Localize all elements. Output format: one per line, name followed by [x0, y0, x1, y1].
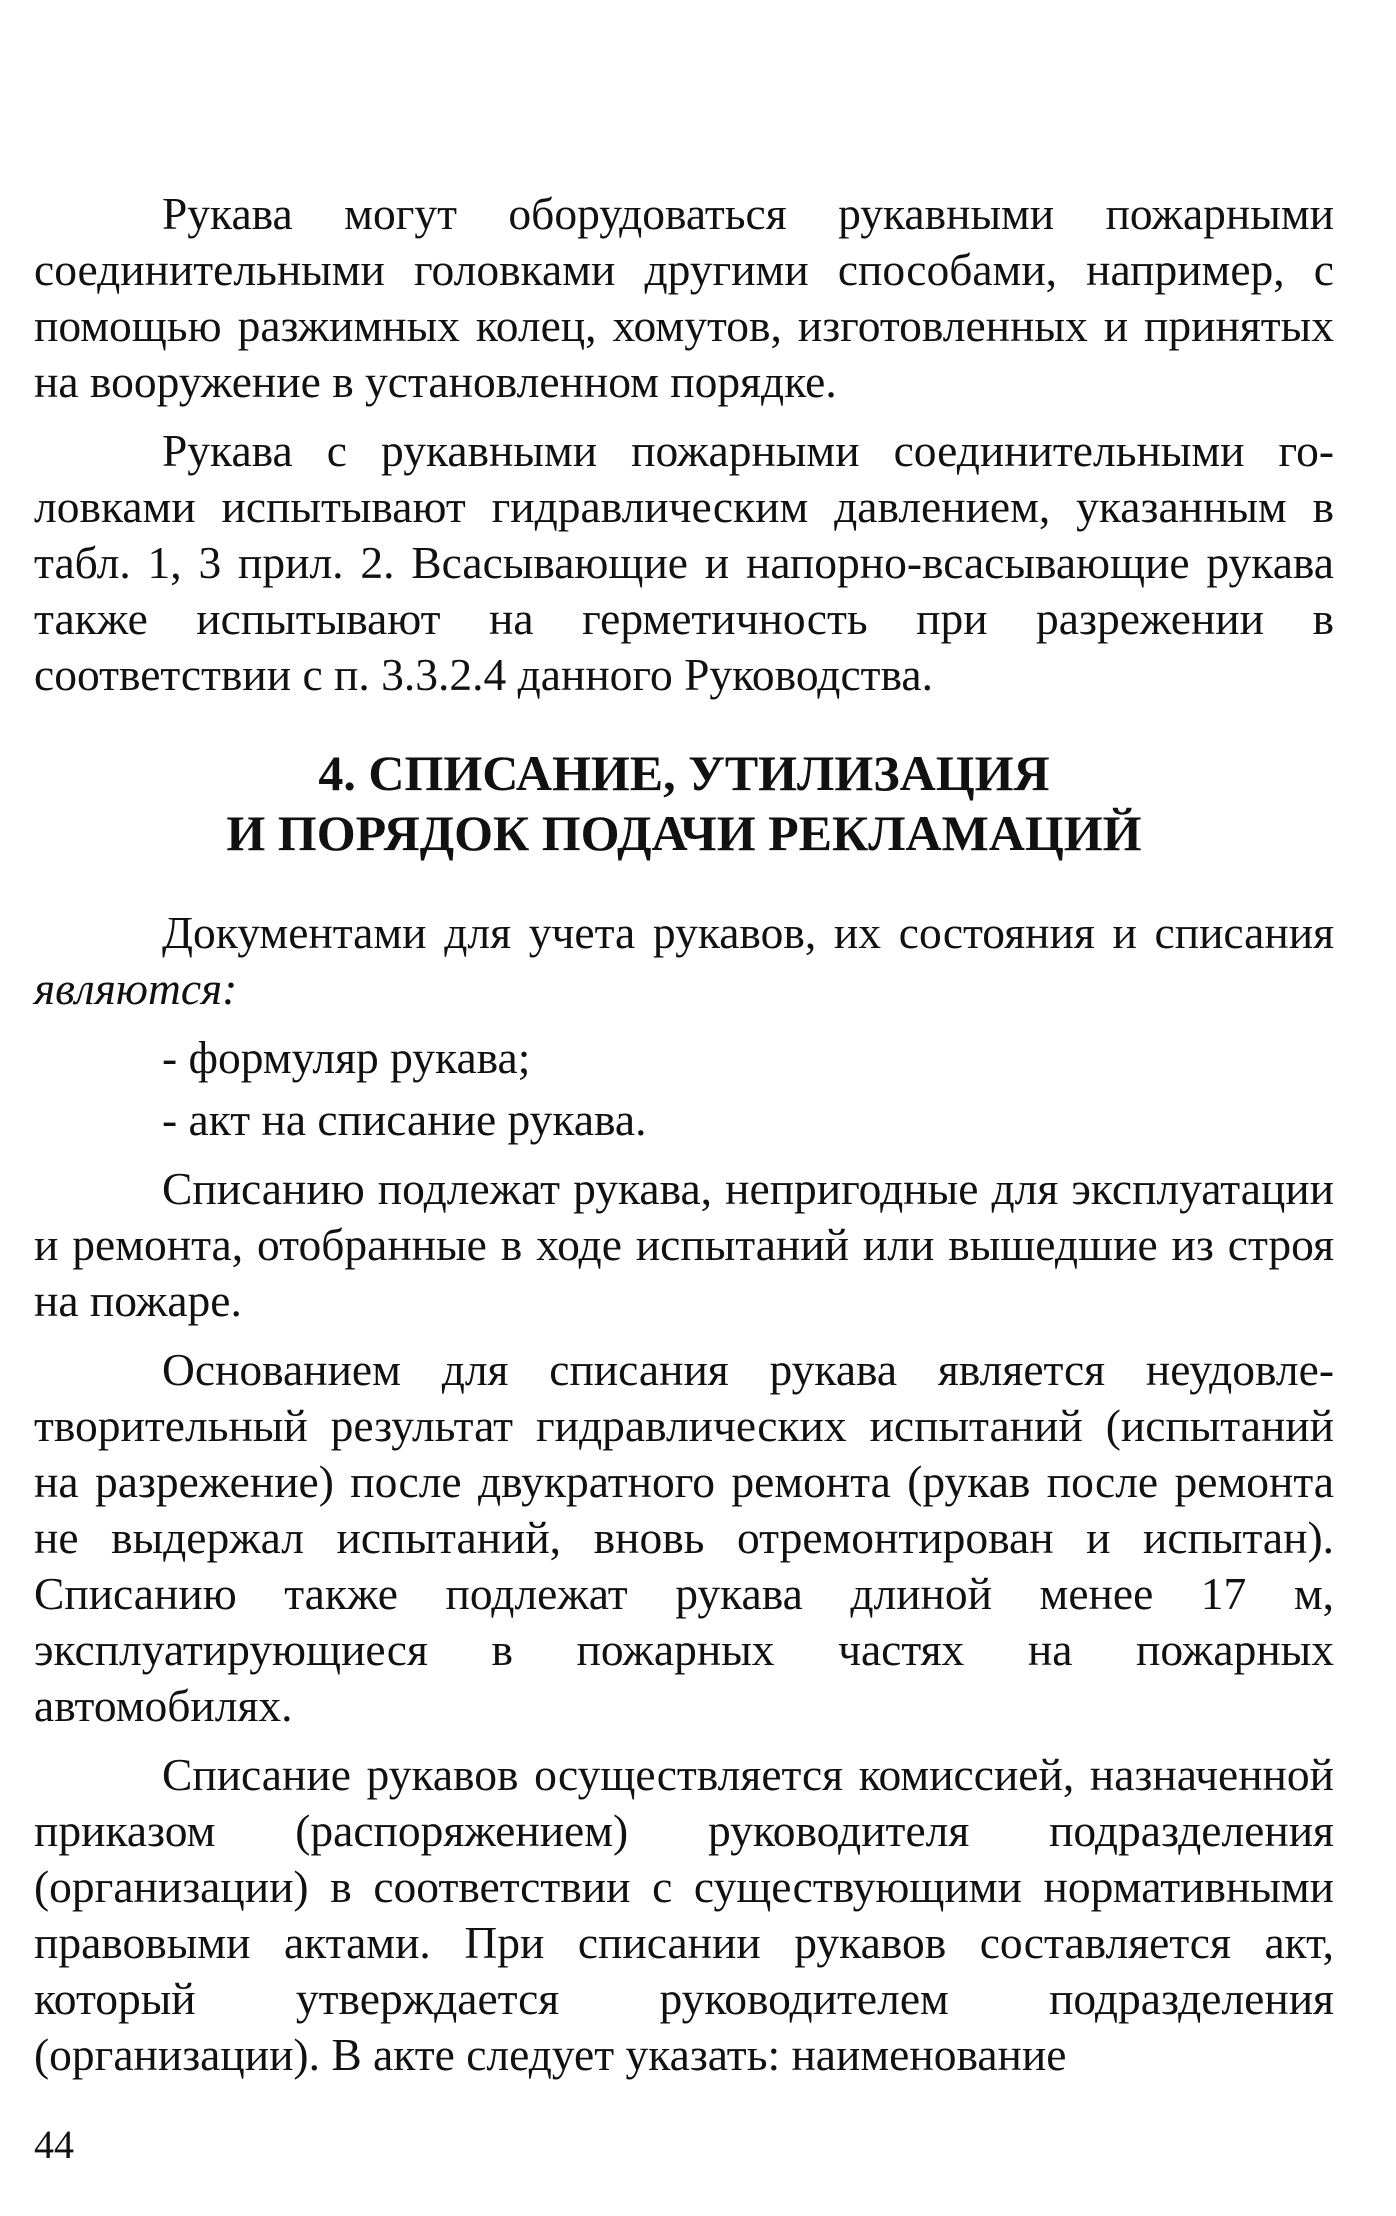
section-heading-line-2: И ПОРЯДОК ПОДАЧИ РЕКЛАМАЦИЙ — [226, 805, 1142, 861]
paragraph-writeoff-commission: Списание рукавов осуществляется комиссией, назначенной приказом (распоряжением) руководителя подразделения (организации) в соответствии с существующими нормативными правовыми актами. При списании рукавов составляется акт, который утверждается руководителем подразделения (организации). В акте следует указать: наименование — [34, 1749, 1334, 2080]
paragraph-writeoff-subjects: Списанию подлежат рукава, непригодные для эксплуатации и ремонта, отобранные в ходе испытаний или вышедшие из строя на пожаре. — [34, 1163, 1334, 1326]
documents-intro-emphasis: являются: — [34, 963, 238, 1014]
documents-intro-text: Документами для учета рукавов, их состояния и списания — [162, 907, 1334, 958]
paragraph-writeoff-grounds: Основанием для списания рукава является неудовлетворительный результат гидравлических испытаний (испытаний на разрежение) после двукратного ремонта (рукав после ремонта не выдержал испытаний, вновь отремонтирован и испытан). Списанию также подлежат рукава длиной менее 17 м, эксплуатирующиеся в пожарных частях на пожарных автомобилях. — [34, 1344, 1334, 1731]
section-heading-line-1: 4. СПИСАНИЕ, УТИЛИЗАЦИЯ — [318, 745, 1050, 801]
section-heading — [34, 743, 1334, 863]
paragraph-documents-intro — [34, 905, 1334, 1017]
page-content — [34, 186, 1334, 2096]
page-number: 44 — [34, 2122, 74, 2167]
paragraph-hydraulic-testing: Рукава с рукавными пожарными соединительными головками испытывают гидравлическим давлением, указанным в табл. 1, 3 прил. 2. Всасывающие и напорно-всасывающие рукава также испытывают на герметичность при разрежении в соответствии с п. 3.3.2.4 данного Руководства. — [34, 425, 1334, 700]
paragraph-hose-fittings: Рукава могут оборудоваться рукавными пожарными соединительными головками другими способами, например, с помощью разжимных колец, хомутов, изготовленных и принятых на вооружение в установленном порядке. — [34, 188, 1334, 407]
list-item-act: - акт на списание рукава. — [162, 1094, 647, 1145]
list-item-form: - формуляр рукава; — [162, 1032, 531, 1083]
